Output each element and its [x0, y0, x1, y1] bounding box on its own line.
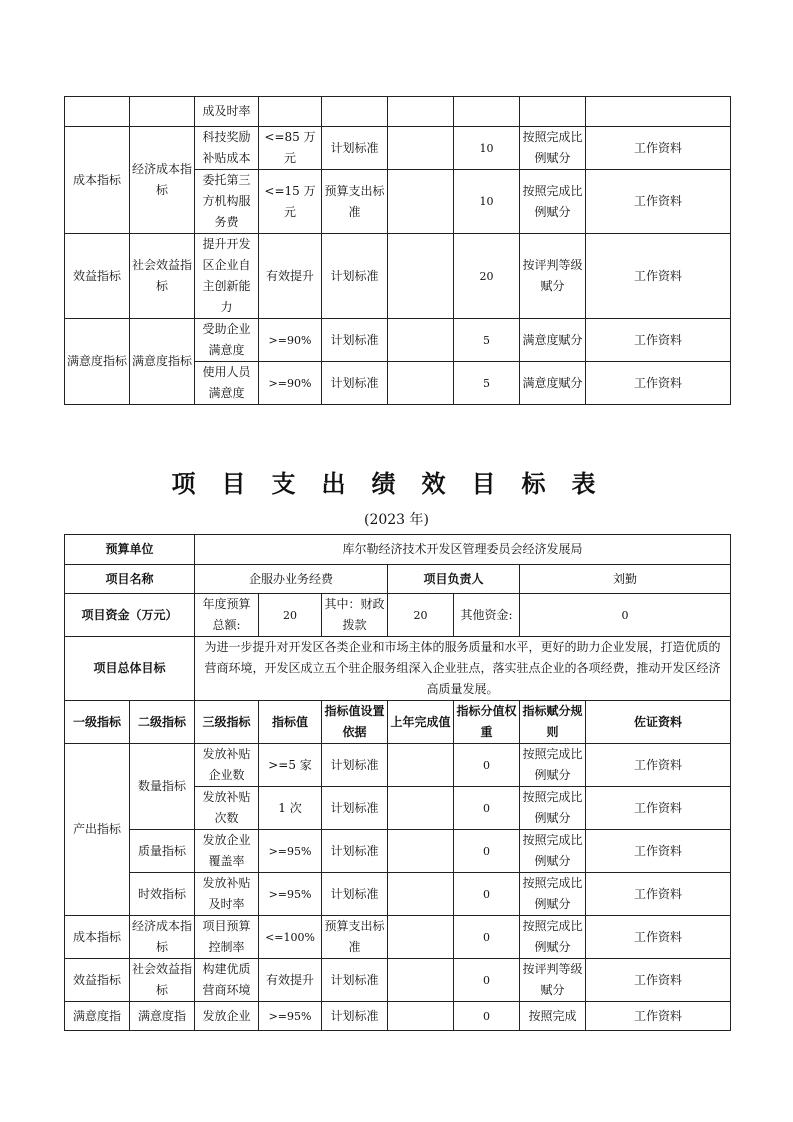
table-cell: 计划标准: [322, 127, 388, 170]
indicator-level2: 数量指标: [130, 744, 195, 830]
table-cell: [130, 97, 195, 127]
indicator-level2: 经济成本指标: [130, 916, 195, 959]
table-cell: 按照完成: [520, 1002, 586, 1031]
column-header: 指标值设置依据: [322, 701, 388, 744]
table-cell: [388, 787, 454, 830]
table-cell: 20: [454, 234, 520, 319]
overall-goal-label: 项目总体目标: [65, 637, 195, 701]
table-cell: [388, 362, 454, 405]
indicator-level1: 成本指标: [65, 916, 130, 959]
continuation-table: [64, 96, 731, 405]
table-cell: 计划标准: [322, 830, 388, 873]
table-cell: 工作资料: [586, 959, 731, 1002]
table-cell: 0: [454, 959, 520, 1002]
table-row: [65, 873, 731, 916]
table-cell: >=90%: [259, 362, 322, 405]
table-cell: 工作资料: [586, 319, 731, 362]
table-cell: >=5 家: [259, 744, 322, 787]
overall-goal-value: 为进一步提升对开发区各类企业和市场主体的服务质量和水平，更好的助力企业发展，打造优质的营商环境，开发区成立五个驻企服务组深入企业驻点，落实驻点企业的各项经费，推动开发区经济高质量发展。: [195, 637, 731, 701]
table-cell: [388, 959, 454, 1002]
table-cell: 发放企业覆盖率: [195, 830, 259, 873]
table-cell: <=85 万元: [259, 127, 322, 170]
table-cell: [520, 97, 586, 127]
table-cell: 构建优质营商环境: [195, 959, 259, 1002]
table-cell: [388, 127, 454, 170]
table-row: [65, 637, 731, 701]
table-cell: 计划标准: [322, 873, 388, 916]
table-cell: 工作资料: [586, 873, 731, 916]
table-cell: 按评判等级赋分: [520, 234, 586, 319]
project-name-label: 项目名称: [65, 565, 195, 594]
indicator-level2: 质量指标: [130, 830, 195, 873]
table-cell: [388, 97, 454, 127]
column-header: 二级指标: [130, 701, 195, 744]
annual-budget-value: 20: [259, 594, 322, 637]
table-cell: 满意度赋分: [520, 319, 586, 362]
table-cell: 按照完成比例赋分: [520, 916, 586, 959]
table-header-row: [65, 701, 731, 744]
column-header: 上年完成值: [388, 701, 454, 744]
fiscal-label: 其中：财政拨款: [322, 594, 388, 637]
table-row: [65, 565, 731, 594]
table-cell: [388, 873, 454, 916]
column-header: 一级指标: [65, 701, 130, 744]
project-leader-label: 项目负责人: [388, 565, 520, 594]
table-cell: [259, 97, 322, 127]
budget-unit-value: 库尔勒经济技术开发区管理委员会经济发展局: [195, 535, 731, 565]
table-cell: 1 次: [259, 787, 322, 830]
table-cell: 按照完成比例赋分: [520, 830, 586, 873]
table-cell: 委托第三方机构服务费: [195, 170, 259, 234]
table-cell: 按照完成比例赋分: [520, 127, 586, 170]
table-cell: 社会效益指标: [130, 234, 195, 319]
table-cell: [454, 97, 520, 127]
page-subtitle: (2023 年): [363, 512, 429, 528]
table-cell: [586, 97, 731, 127]
table-row: [65, 744, 731, 787]
table-row: [65, 594, 731, 637]
table-cell: 满意度指标: [65, 319, 130, 405]
table-cell: 计划标准: [322, 362, 388, 405]
table-cell: 5: [454, 319, 520, 362]
table-cell: 工作资料: [586, 170, 731, 234]
table-cell: 10: [454, 127, 520, 170]
table-cell: >=95%: [259, 1002, 322, 1031]
column-header: 指标赋分规则: [520, 701, 586, 744]
table-cell: 0: [454, 830, 520, 873]
indicator-level1: 满意度指: [65, 1002, 130, 1031]
annual-budget-label: 年度预算总额:: [195, 594, 259, 637]
table-cell: 发放企业: [195, 1002, 259, 1031]
indicator-level2: 满意度指: [130, 1002, 195, 1031]
table-cell: >=95%: [259, 830, 322, 873]
budget-unit-label: 预算单位: [65, 535, 195, 565]
table-cell: 按照完成比例赋分: [520, 787, 586, 830]
column-header: 佐证资料: [586, 701, 731, 744]
table-cell: 预算支出标准: [322, 170, 388, 234]
table-cell: <=100%: [259, 916, 322, 959]
other-funds-label: 其他资金:: [454, 594, 520, 637]
table-cell: [322, 97, 388, 127]
table-cell: 项目预算控制率: [195, 916, 259, 959]
table-cell: 计划标准: [322, 234, 388, 319]
table-cell: 成本指标: [65, 127, 130, 234]
table-row: [65, 319, 731, 362]
column-header: 指标值: [259, 701, 322, 744]
table-cell: 成及时率: [195, 97, 259, 127]
page-title: 项目支出绩效目标表: [171, 470, 622, 498]
table-cell: 有效提升: [259, 234, 322, 319]
table-cell: [388, 170, 454, 234]
table-row: [65, 1002, 731, 1031]
table-cell: 预算支出标准: [322, 916, 388, 959]
table-cell: 提升开发区企业自主创新能力: [195, 234, 259, 319]
table-cell: 按照完成比例赋分: [520, 744, 586, 787]
table-cell: 工作资料: [586, 362, 731, 405]
table-cell: 工作资料: [586, 916, 731, 959]
table-cell: 工作资料: [586, 127, 731, 170]
table-cell: >=90%: [259, 319, 322, 362]
table-cell: 工作资料: [586, 787, 731, 830]
table-cell: 计划标准: [322, 959, 388, 1002]
indicator-level1: 效益指标: [65, 959, 130, 1002]
table-cell: 按照完成比例赋分: [520, 873, 586, 916]
table-cell: 计划标准: [322, 744, 388, 787]
table-cell: 工作资料: [586, 744, 731, 787]
table-row: [65, 830, 731, 873]
table-cell: 发放补贴次数: [195, 787, 259, 830]
table-cell: 计划标准: [322, 787, 388, 830]
table-cell: [388, 1002, 454, 1031]
table-cell: 0: [454, 916, 520, 959]
table-cell: [65, 97, 130, 127]
table-cell: 经济成本指标: [130, 127, 195, 234]
table-cell: 满意度赋分: [520, 362, 586, 405]
table-cell: [388, 916, 454, 959]
table-row: [65, 127, 731, 170]
table-cell: [388, 319, 454, 362]
project-leader-value: 刘勤: [520, 565, 731, 594]
column-header: 指标分值权重: [454, 701, 520, 744]
table-row: [65, 916, 731, 959]
table-row: [65, 959, 731, 1002]
performance-target-table: [64, 534, 731, 1031]
table-cell: [388, 234, 454, 319]
indicator-level1: 产出指标: [65, 744, 130, 916]
table-cell: 有效提升: [259, 959, 322, 1002]
table-cell: 0: [454, 1002, 520, 1031]
table-cell: 10: [454, 170, 520, 234]
table-row: [65, 97, 731, 127]
table-cell: 按照完成比例赋分: [520, 170, 586, 234]
table-cell: 发放补贴及时率: [195, 873, 259, 916]
table-row: [65, 234, 731, 319]
table-cell: 计划标准: [322, 319, 388, 362]
fiscal-value: 20: [388, 594, 454, 637]
table-cell: 效益指标: [65, 234, 130, 319]
table-cell: [388, 830, 454, 873]
table-cell: 计划标准: [322, 1002, 388, 1031]
table-cell: 0: [454, 873, 520, 916]
table-cell: 5: [454, 362, 520, 405]
indicator-level2: 时效指标: [130, 873, 195, 916]
table-cell: 使用人员满意度: [195, 362, 259, 405]
table-cell: 满意度指标: [130, 319, 195, 405]
table-cell: <=15 万元: [259, 170, 322, 234]
table-row: [65, 535, 731, 565]
table-cell: 科技奖励补贴成本: [195, 127, 259, 170]
table-cell: >=95%: [259, 873, 322, 916]
table-cell: [388, 744, 454, 787]
table-cell: 0: [454, 787, 520, 830]
table-cell: 工作资料: [586, 830, 731, 873]
table-cell: 按评判等级赋分: [520, 959, 586, 1002]
indicator-level2: 社会效益指标: [130, 959, 195, 1002]
funds-label: 项目资金（万元）: [65, 594, 195, 637]
table-cell: 发放补贴企业数: [195, 744, 259, 787]
table-cell: 工作资料: [586, 1002, 731, 1031]
other-funds-value: 0: [520, 594, 731, 637]
project-name-value: 企服办业务经费: [195, 565, 388, 594]
table-cell: 0: [454, 744, 520, 787]
column-header: 三级指标: [195, 701, 259, 744]
table-cell: 工作资料: [586, 234, 731, 319]
table-cell: 受助企业满意度: [195, 319, 259, 362]
